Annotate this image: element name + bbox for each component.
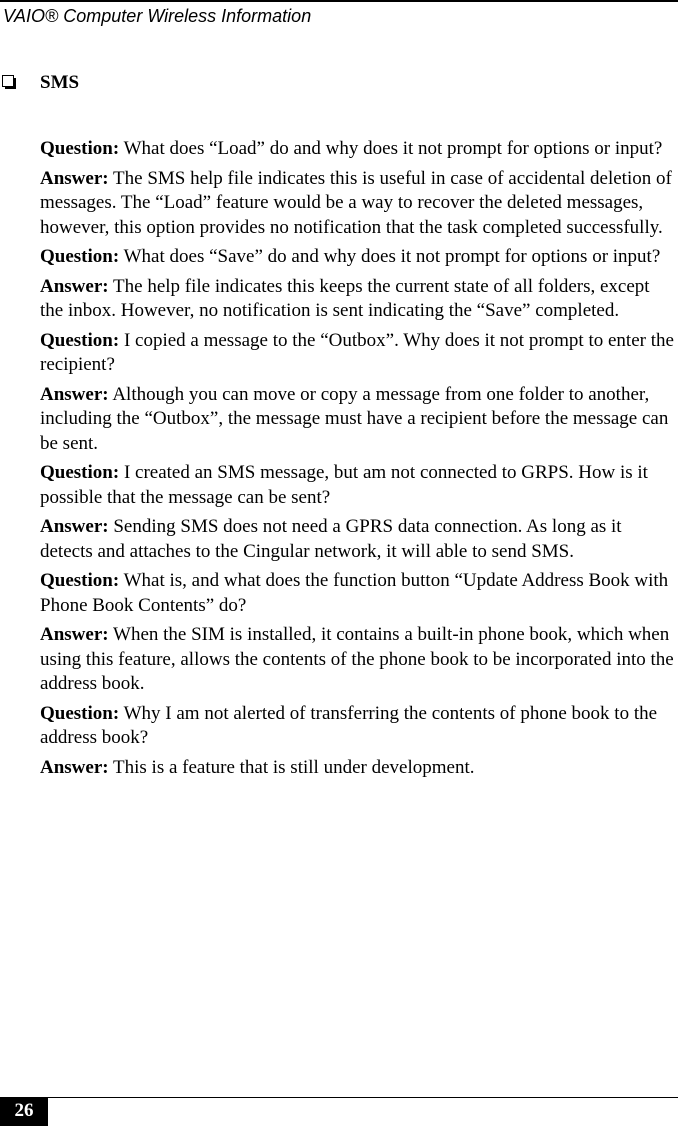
qa-text: Why I am not alerted of transferring the contents of phone book to the address book? bbox=[40, 702, 658, 748]
qa-label: Answer: bbox=[40, 167, 109, 189]
qa-text: What does “Save” do and why does it not prompt for options or input? bbox=[123, 246, 661, 267]
footer-rule bbox=[0, 1097, 678, 1098]
qa-label: Question: bbox=[40, 702, 120, 724]
checkbox-icon bbox=[2, 75, 16, 89]
qa-item bbox=[40, 756, 676, 781]
qa-item bbox=[40, 383, 676, 457]
header-title: VAIO® Computer Wireless Information bbox=[3, 6, 312, 26]
qa-label: Answer: bbox=[40, 383, 109, 405]
qa-label: Answer: bbox=[40, 756, 109, 778]
qa-label: Answer: bbox=[40, 275, 109, 297]
qa-text: When the SIM is installed, it contains a built-in phone book, which when using this feature, allows the contents of the phone book to be incorporated into the address book. bbox=[40, 624, 674, 694]
qa-label: Answer: bbox=[40, 624, 109, 645]
qa-text: The help file indicates this keeps the current state of all folders, except the inbox. However, no notification is sent indicating the “Save” completed. bbox=[40, 275, 650, 321]
qa-label: Question: bbox=[40, 570, 120, 591]
qa-item bbox=[40, 329, 676, 378]
qa-text: I created an SMS message, but am not connected to GRPS. How is it possible that the message can be sent? bbox=[40, 462, 648, 508]
qa-item bbox=[40, 515, 676, 564]
page-header bbox=[0, 0, 678, 32]
qa-list bbox=[40, 137, 676, 785]
qa-item bbox=[40, 167, 676, 241]
qa-item bbox=[40, 623, 676, 697]
qa-item bbox=[40, 569, 676, 618]
qa-item bbox=[40, 137, 676, 162]
qa-item bbox=[40, 275, 676, 324]
page-number-box bbox=[0, 1097, 48, 1126]
qa-label: Question: bbox=[40, 462, 120, 483]
qa-item bbox=[40, 461, 676, 510]
qa-text: What is, and what does the function button “Update Address Book with Phone Book Contents” do? bbox=[40, 570, 669, 616]
qa-text: This is a feature that is still under development. bbox=[113, 756, 475, 778]
section-heading bbox=[0, 71, 678, 97]
qa-text: Sending SMS does not need a GPRS data connection. As long as it detects and attaches to the Cingular network, it will able to send SMS. bbox=[40, 516, 622, 562]
qa-item bbox=[40, 245, 676, 270]
section-title: SMS bbox=[40, 72, 80, 93]
qa-label: Question: bbox=[40, 246, 120, 267]
qa-text: What does “Load” do and why does it not prompt for options or input? bbox=[123, 138, 663, 159]
qa-text: The SMS help file indicates this is useful in case of accidental deletion of messages. The “Load” feature would be a way to recover the deleted messages, however, this option provides no notification that the task completed successfully. bbox=[40, 167, 672, 238]
qa-item bbox=[40, 702, 676, 751]
qa-label: Answer: bbox=[40, 516, 109, 537]
qa-text: I copied a message to the “Outbox”. Why does it not prompt to enter the recipient? bbox=[40, 329, 674, 375]
qa-text: Although you can move or copy a message from one folder to another, including the “Outbox”, the message must have a recipient before the message can be sent. bbox=[40, 383, 669, 454]
qa-label: Question: bbox=[40, 329, 120, 351]
page-number: 26 bbox=[14, 1100, 34, 1121]
qa-label: Question: bbox=[40, 138, 120, 159]
